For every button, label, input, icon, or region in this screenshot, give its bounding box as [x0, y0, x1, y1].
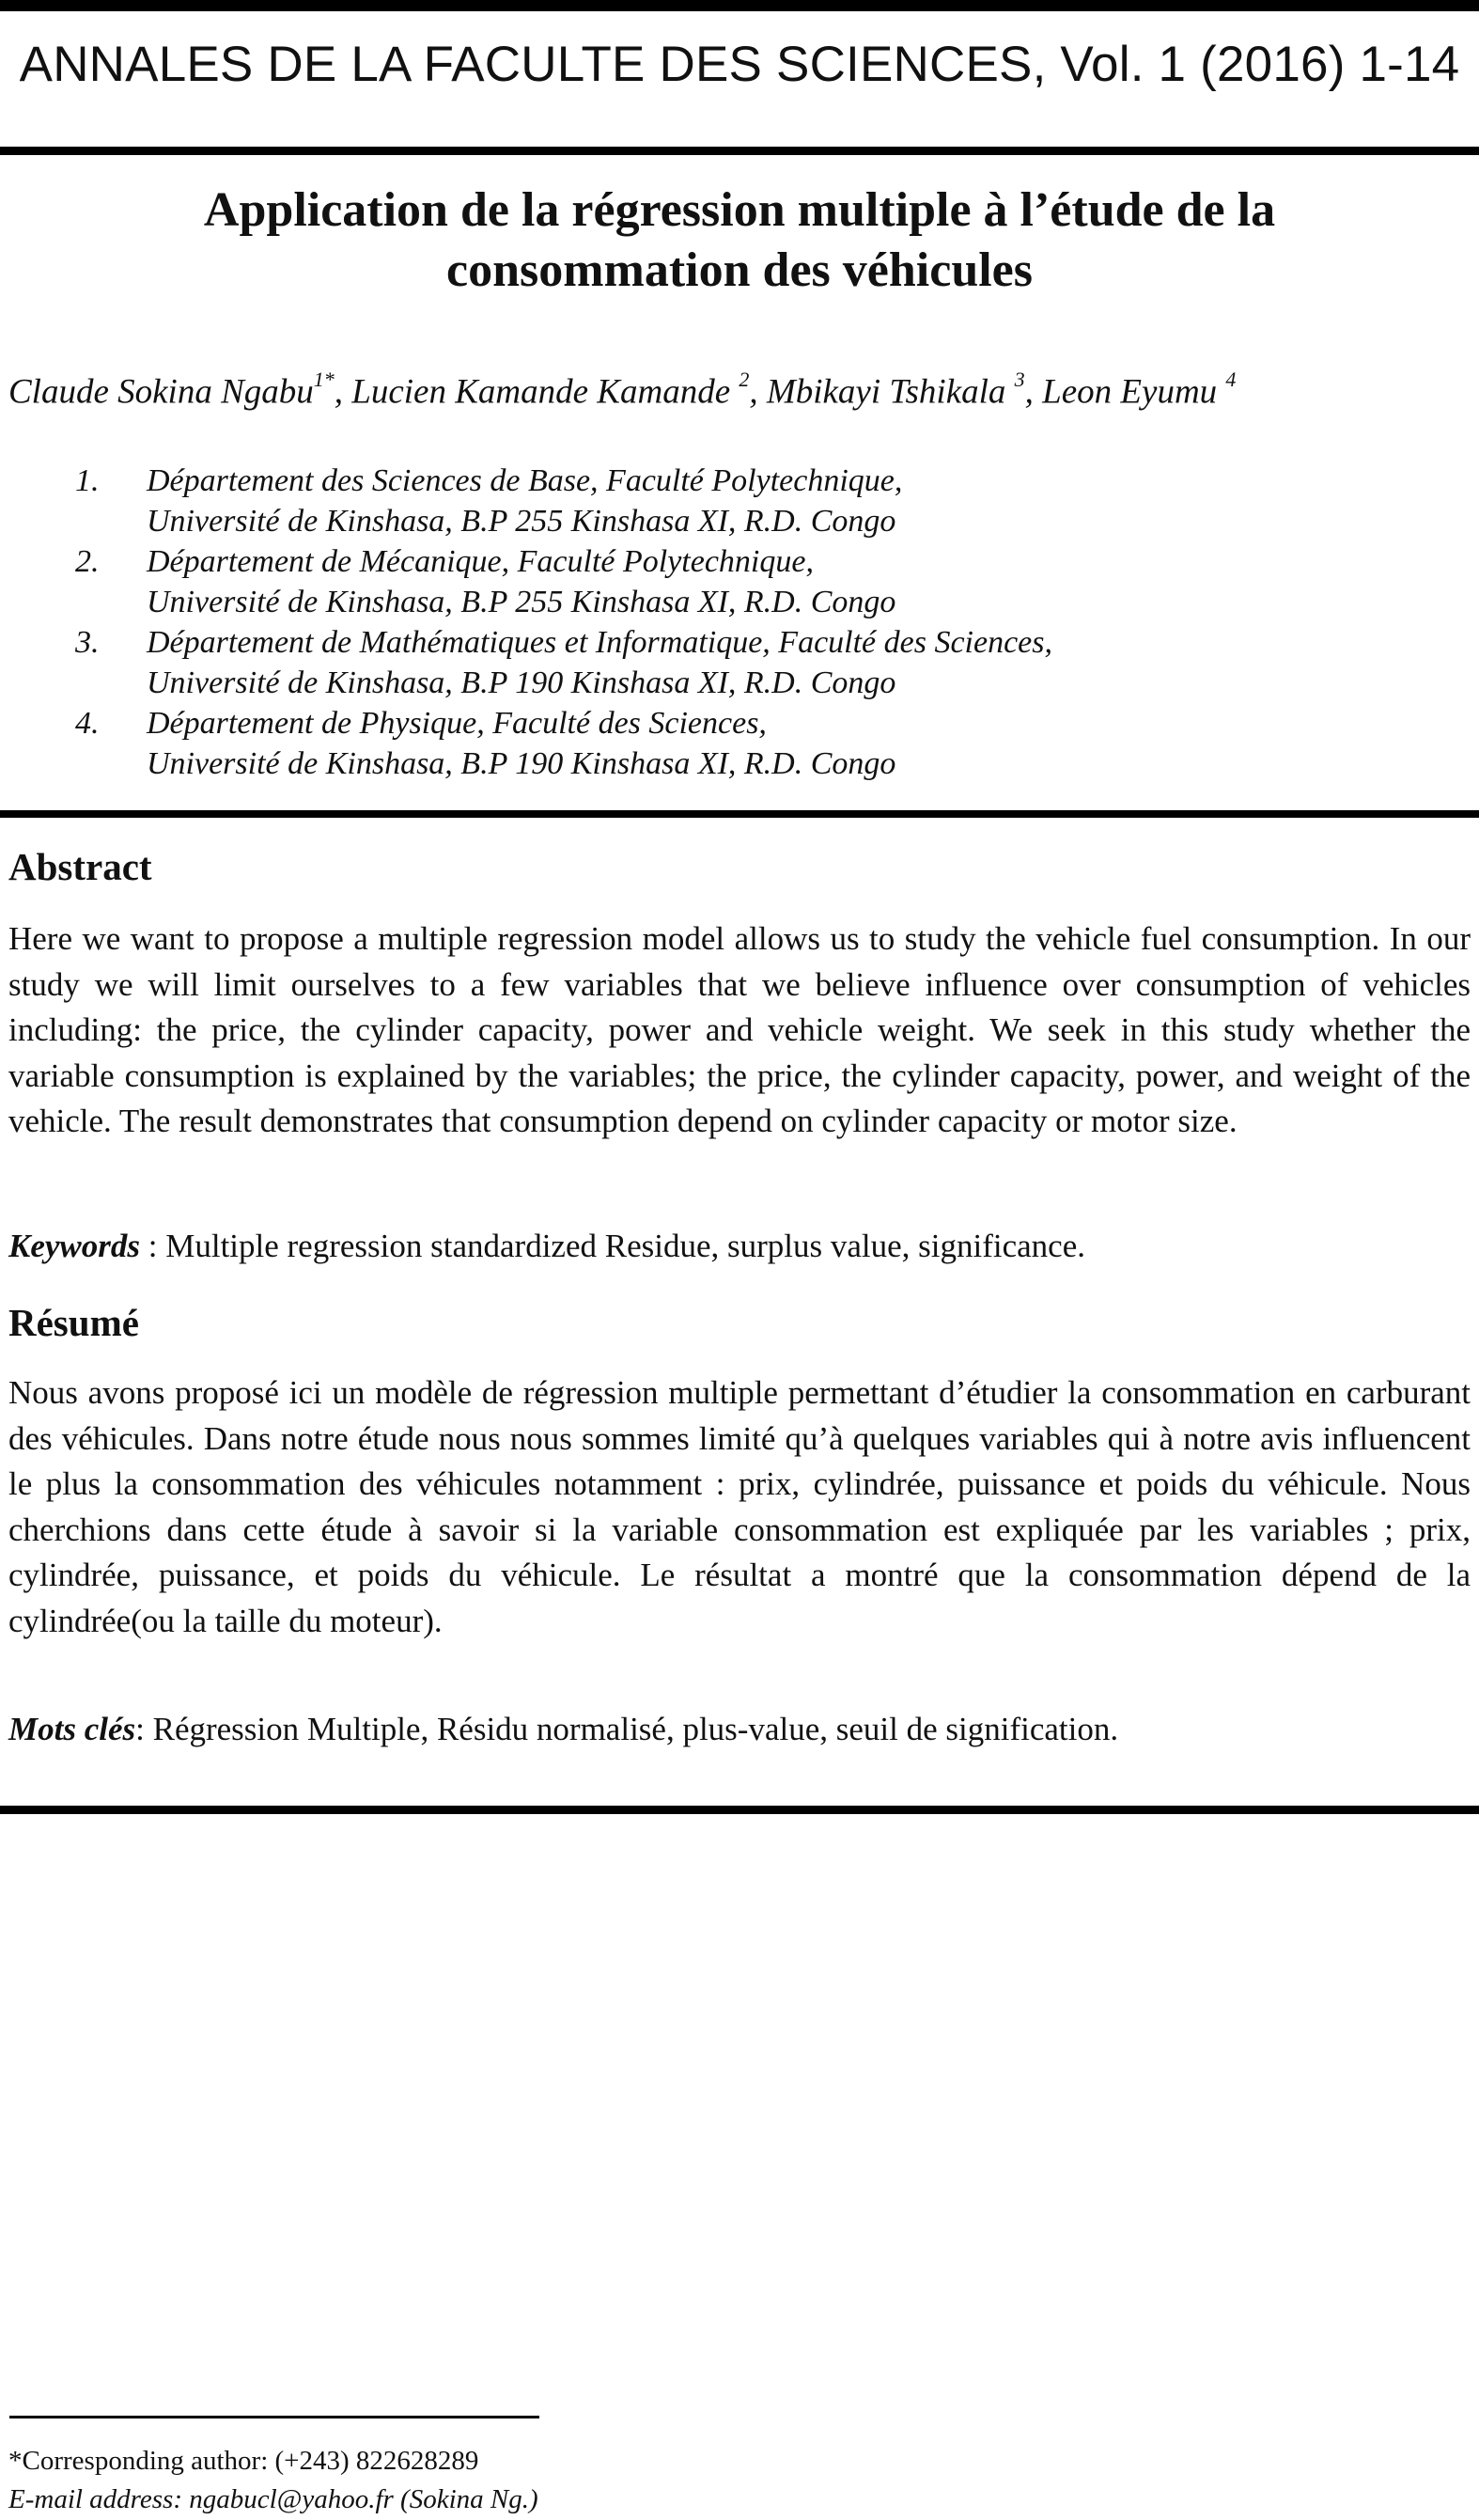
affiliation-line: Université de Kinshasa, B.P 255 Kinshasa XI, R.D. Congo: [147, 585, 896, 619]
resume-text: Nous avons proposé ici un modèle de régression multiple permettant d’étudier la consommation en carburant des véhicules. Dans notre étude nous nous sommes limité qu’à quelques variables qui à notre avis influencent le plus la consommation des véhicules notamment : prix, cylindrée, puissance et poids du véhicule. Nous cherchions dans cette étude à savoir si la variable consommation est expliquée par les variables ; prix, cylindrée, puissance, et poids du véhicule. Le résultat a montré que la consommation dépend de la cylindrée(ou la taille du moteur).: [8, 1374, 1471, 1639]
affiliation-line: Département de Physique, Faculté des Sciences,: [147, 706, 767, 741]
author-separator: ,: [334, 372, 352, 412]
author-affiliation-mark: 4: [1225, 368, 1237, 391]
top-rule: [0, 0, 1479, 11]
affiliation-item: [75, 541, 1297, 622]
affiliation-list: [75, 461, 1297, 784]
keywords-label: Keywords: [8, 1228, 140, 1264]
affiliation-text: [147, 541, 895, 622]
author-affiliation-mark: 1*: [313, 368, 335, 391]
paper-title-line-1: Application de la régression multiple à l’étude de la: [203, 183, 1276, 237]
affiliation-line: Université de Kinshasa, B.P 255 Kinshasa XI, R.D. Congo: [147, 504, 896, 539]
affiliation-line: Département de Mathématiques et Informatique, Faculté des Sciences,: [147, 625, 1053, 660]
paper-title: [56, 180, 1423, 301]
affiliation-number: 2.: [75, 544, 100, 579]
affiliation-line: Département de Mécanique, Faculté Polytechnique,: [147, 544, 814, 579]
section-end-rule: [0, 1806, 1479, 1814]
affiliation-item: [75, 461, 1297, 541]
author-separator: ,: [1024, 372, 1043, 412]
header-rule: [0, 147, 1479, 155]
abstract-text: Here we want to propose a multiple regression model allows us to study the vehicle fuel consumption. In our study we will limit ourselves to a few variables that we believe influence over consumption of vehicles including: the price, the cylinder capacity, power and vehicle weight. We seek in this study whether the variable consumption is explained by the variables; the price, the cylinder capacity, power, and weight of the vehicle. The result demonstrates that consumption depend on cylinder capacity or motor size.: [8, 920, 1471, 1140]
corresponding-author-note: *Corresponding author: (+243) 822628289: [8, 2446, 479, 2476]
author-name: Mbikayi Tshikala: [766, 372, 1015, 412]
footnote-rule: [9, 2416, 539, 2418]
affiliation-text: [147, 461, 902, 541]
resume-heading: Résumé: [8, 1301, 139, 1344]
abstract-rule: [0, 810, 1479, 818]
mots-cles-text: : Régression Multiple, Résidu normalisé, plus-value, seuil de signification.: [135, 1711, 1119, 1747]
abstract-heading: Abstract: [8, 845, 152, 888]
author-affiliation-mark: 2: [739, 368, 750, 391]
affiliation-number: 3.: [75, 625, 100, 660]
paper-title-line-2: consommation des véhicules: [446, 243, 1033, 297]
email-note: E-mail address: ngabucl@yahoo.fr (Sokina Ng.): [8, 2484, 538, 2514]
author-name: Lucien Kamande Kamande: [351, 372, 740, 412]
author-name: Leon Eyumu: [1042, 372, 1226, 412]
mots-cles-label: Mots clés: [8, 1711, 136, 1747]
keywords-line: [8, 1228, 1471, 1265]
affiliation-line: Département des Sciences de Base, Faculté Polytechnique,: [147, 463, 903, 498]
affiliation-line: Université de Kinshasa, B.P 190 Kinshasa XI, R.D. Congo: [147, 746, 896, 781]
keywords-text: : Multiple regression standardized Residue, surplus value, significance.: [140, 1228, 1085, 1264]
affiliation-item: [75, 622, 1297, 703]
affiliation-number: 1.: [75, 463, 100, 498]
affiliation-line: Université de Kinshasa, B.P 190 Kinshasa XI, R.D. Congo: [147, 665, 896, 700]
author-name: Claude Sokina Ngabu: [8, 372, 314, 412]
affiliation-text: [147, 703, 895, 784]
affiliation-number: 4.: [75, 706, 100, 741]
mots-cles-line: [8, 1711, 1471, 1748]
author-list: [8, 368, 1474, 412]
author-separator: ,: [749, 372, 767, 412]
affiliation-text: [147, 622, 1052, 703]
affiliation-item: [75, 703, 1297, 784]
journal-header: ANNALES DE LA FACULTE DES SCIENCES, Vol. 1 (2016) 1-14: [19, 37, 1460, 92]
author-affiliation-mark: 3: [1014, 368, 1025, 391]
